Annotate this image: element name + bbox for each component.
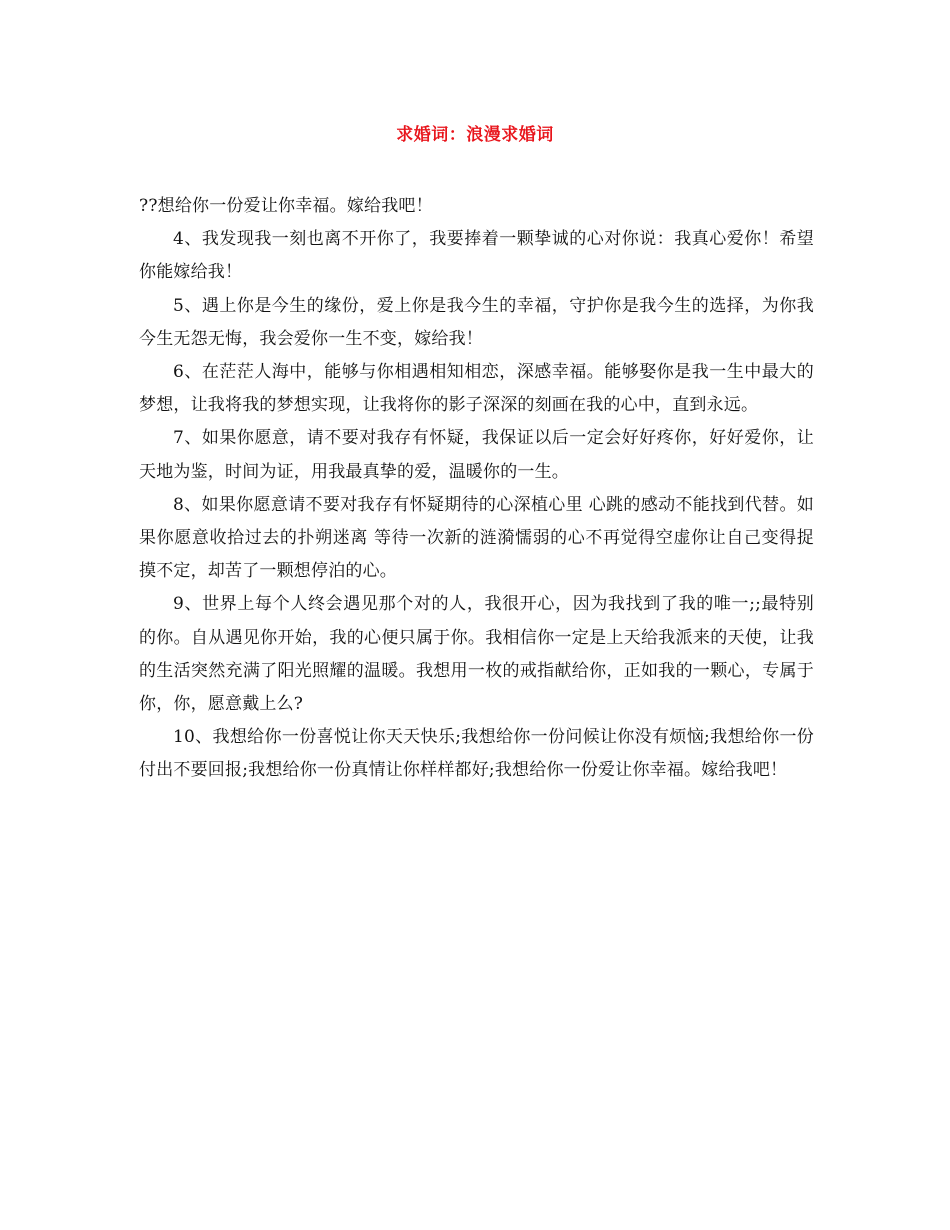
paragraph-10: 10、我想给你一份喜悦让你天天快乐;我想给你一份问候让你没有烦恼;我想给你一份付出不要回报;我想给你一份真情让你样样都好;我想给你一份爱让你幸福。嫁给我吧！ <box>139 727 814 781</box>
paragraph-0: ??想给你一份爱让你幸福。嫁给我吧！ <box>139 196 433 216</box>
paragraph-6: 6、在茫茫人海中，能够与你相遇相知相恋，深感幸福。能够娶你是我一生中最大的梦想，让我将我的梦想实现，让我将你的影子深深的刻画在我的心中，直到永远。 <box>139 362 814 416</box>
paragraph-7: 7、如果你愿意，请不要对我存有怀疑，我保证以后一定会好好疼你，好好爱你，让天地为鉴，时间为证，用我最真挚的爱，温暖你的一生。 <box>139 428 814 482</box>
paragraph-9: 9、世界上每个人终会遇见那个对的人，我很开心，因为我找到了我的唯一;;最特别的你。自从遇见你开始，我的心便只属于你。我相信你一定是上天给我派来的天使，让我的生活突然充满了阳光照耀的温暖。我想用一枚的戒指献给你，正如我的一颗心，专属于你，你，愿意戴上么? <box>139 594 814 715</box>
paragraph-4: 4、我发现我一刻也离不开你了，我要捧着一颗挚诚的心对你说：我真心爱你！希望你能嫁给我！ <box>139 229 814 283</box>
document-body <box>139 190 814 788</box>
document-title: 求婚词：浪漫求婚词 <box>396 125 554 145</box>
paragraph-8: 8、如果你愿意请不要对我存有怀疑期待的心深植心里 心跳的感动不能找到代替。如果你愿意收拾过去的扑朔迷离 等待一次新的涟漪懦弱的心不再觉得空虚你让自己变得捉摸不定，却苦了一颗想停泊的心。 <box>139 494 814 582</box>
paragraph-5: 5、遇上你是今生的缘份，爱上你是我今生的幸福，守护你是我今生的选择，为你我今生无怨无悔，我会爱你一生不变，嫁给我！ <box>139 295 814 349</box>
